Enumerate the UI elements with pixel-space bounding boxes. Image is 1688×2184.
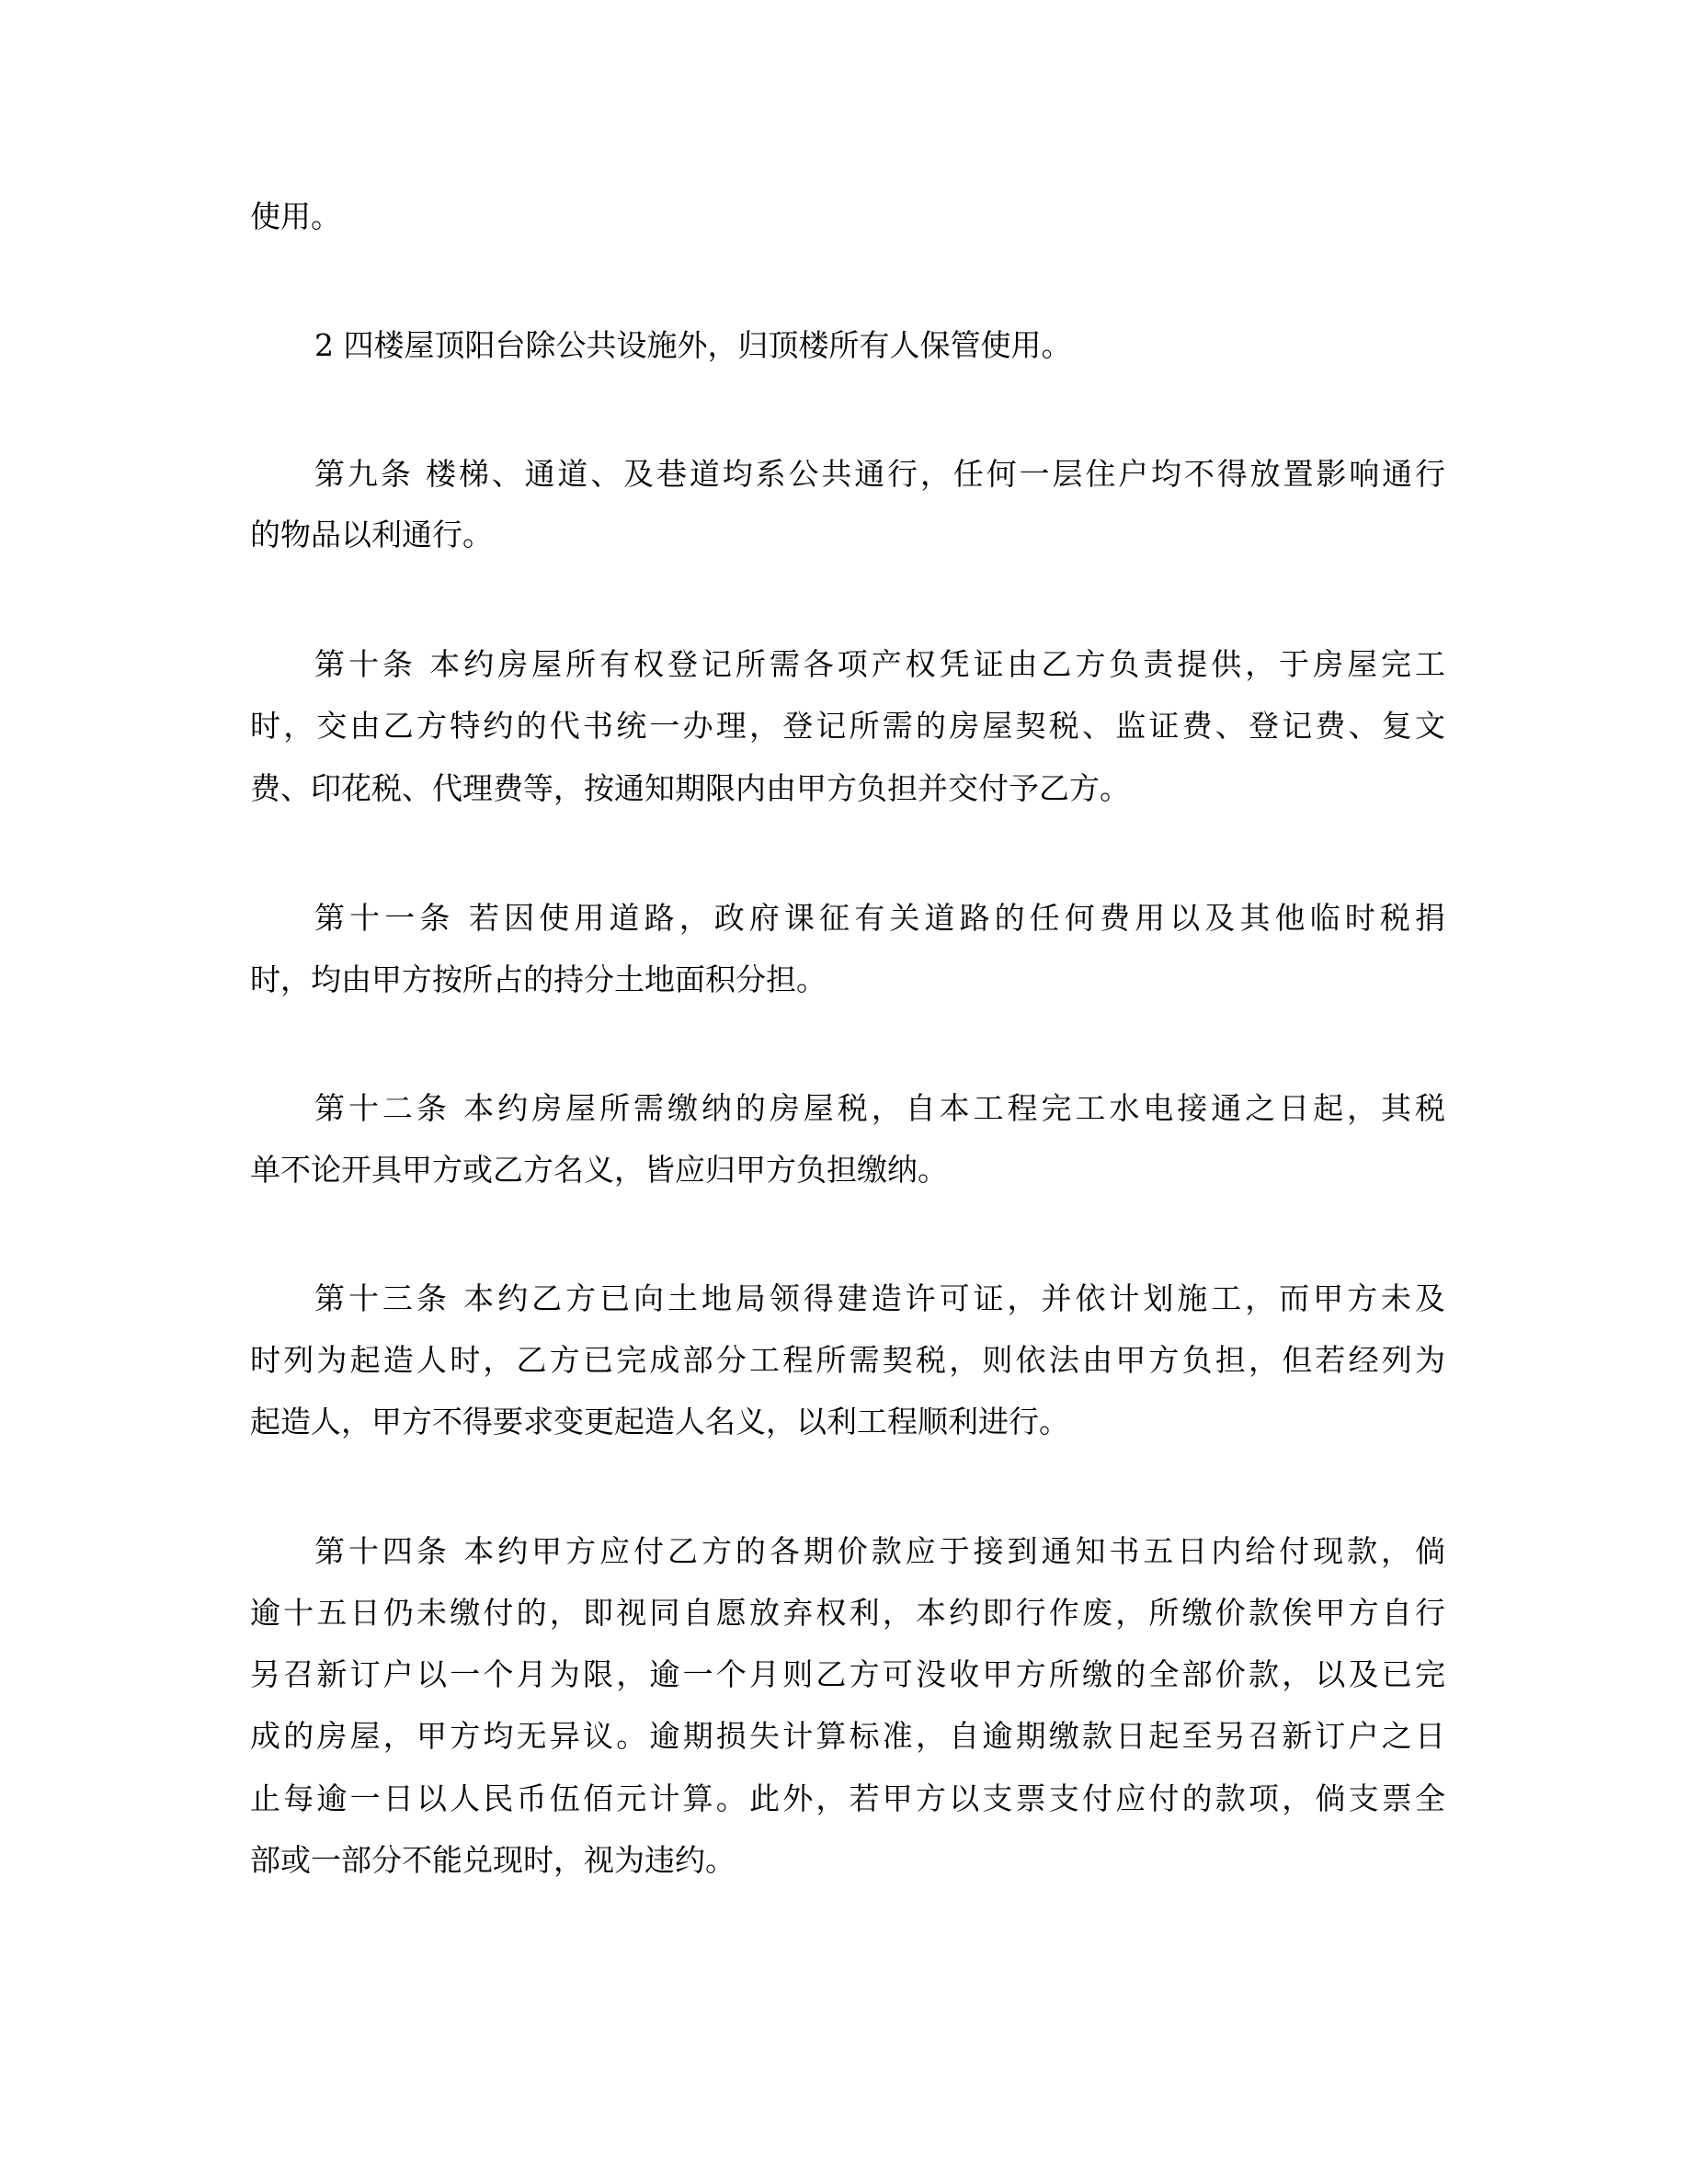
paragraph-item-2: 2 四楼屋顶阳台除公共设施外，归顶楼所有人保管使用。	[314, 327, 1072, 363]
article-10-line-2: 时，交由乙方特约的代书统一办理，登记所需的房屋契税、监证费、登记费、复文	[250, 708, 1445, 744]
article-12-line-2: 单不论开具甲方或乙方名义，皆应归甲方负担缴纳。	[250, 1152, 948, 1188]
article-14-line-3: 另召新订户以一个月为限，逾一个月则乙方可没收甲方所缴的全部价款，以及已完	[250, 1656, 1445, 1692]
article-11-line-2: 时，均由甲方按所占的持分土地面积分担。	[250, 961, 827, 997]
article-14-line-5: 止每逾一日以人民币伍佰元计算。此外，若甲方以支票支付应付的款项，倘支票全	[250, 1780, 1445, 1816]
article-9-line-1: 第九条 楼梯、通道、及巷道均系公共通行，任何一层住户均不得放置影响通行	[314, 456, 1445, 492]
article-14-line-2: 逾十五日仍未缴付的，即视同自愿放弃权利，本约即行作废，所缴价款俟甲方自行	[250, 1595, 1445, 1631]
article-10-line-3: 费、印花税、代理费等，按通知期限内由甲方负担并交付予乙方。	[250, 770, 1130, 806]
article-14-line-6: 部或一部分不能兑现时，视为违约。	[250, 1842, 736, 1878]
article-11-line-1: 第十一条 若因使用道路，政府课征有关道路的任何费用以及其他临时税捐	[314, 900, 1445, 936]
article-9-line-2: 的物品以利通行。	[250, 517, 493, 552]
article-13-line-2: 时列为起造人时，乙方已完成部分工程所需契税，则依法由甲方负担，但若经列为	[250, 1342, 1445, 1378]
article-13-line-1: 第十三条 本约乙方已向土地局领得建造许可证，并依计划施工，而甲方未及	[314, 1280, 1445, 1316]
article-14-line-1: 第十四条 本约甲方应付乙方的各期价款应于接到通知书五日内给付现款，倘	[314, 1533, 1445, 1569]
article-14-line-4: 成的房屋，甲方均无异议。逾期损失计算标准，自逾期缴款日起至另召新订户之日	[250, 1718, 1445, 1754]
article-13-line-3: 起造人，甲方不得要求变更起造人名义，以利工程顺利进行。	[250, 1404, 1069, 1439]
article-10-line-1: 第十条 本约房屋所有权登记所需各项产权凭证由乙方负责提供，于房屋完工	[314, 646, 1445, 682]
article-12-line-1: 第十二条 本约房屋所需缴纳的房屋税，自本工程完工水电接通之日起，其税	[314, 1090, 1445, 1126]
paragraph-continuation: 使用。	[250, 199, 341, 234]
